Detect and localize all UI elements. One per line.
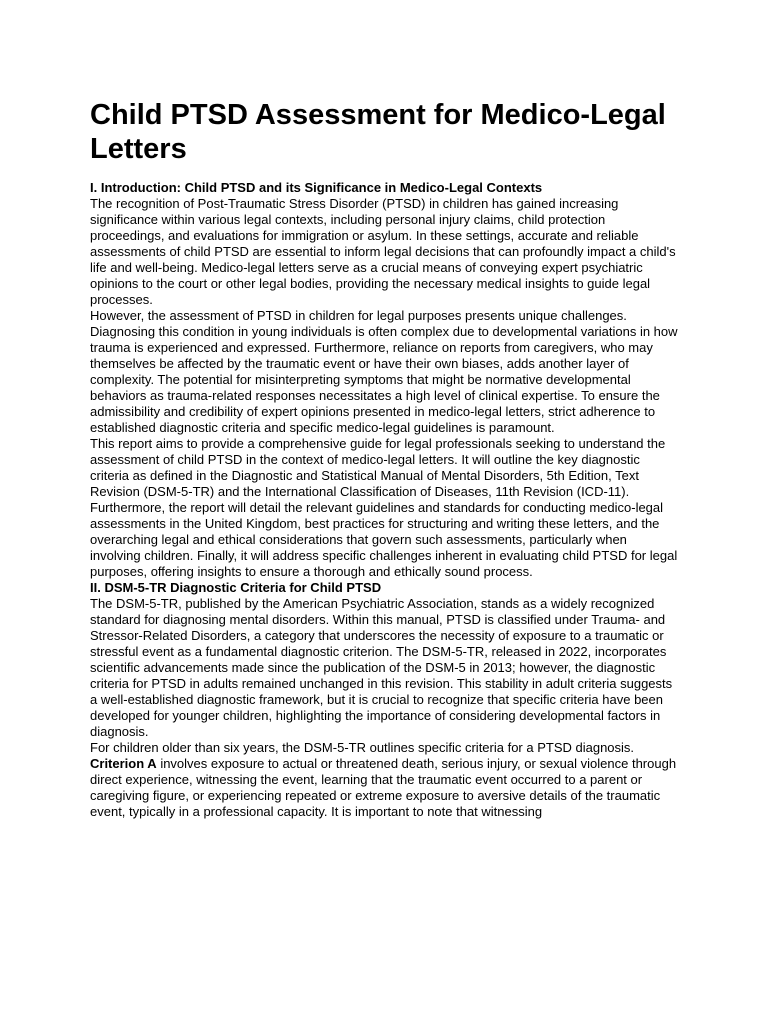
paragraph: This report aims to provide a comprehensive guide for legal professionals seeking to understand the assessment of child PTSD in the context of medico-legal letters. It will outline the key diagnostic criteria as defined in the Diagnostic and Statistical Manual of Mental Disorders, 5th Edition, Text Revision (DSM-5-TR) and the International Classification of Diseases, 11th Revision (ICD-11). Furthermore, the report will detail the relevant guidelines and standards for conducting medico-legal assessments in the United Kingdom, best practices for structuring and writing these letters, and the overarching legal and ethical considerations that govern such assessments, particularly when involving children. Finally, it will address specific challenges inherent in evaluating child PTSD for legal purposes, offering insights to ensure a thorough and ethically sound process. [90, 436, 678, 579]
section-heading-dsm5tr: II. DSM-5-TR Diagnostic Criteria for Child PTSD [90, 580, 382, 595]
criterion-label: Criterion A [90, 756, 157, 771]
paragraph: However, the assessment of PTSD in children for legal purposes presents unique challenges. Diagnosing this condition in young individuals is often complex due to developmental variations in how trauma is experienced and expressed. Furthermore, reliance on reports from caregivers, who may themselves be affected by the traumatic event or have their own biases, adds another layer of complexity. The potential for misinterpreting symptoms that might be normative developmental behaviors as trauma-related responses necessitates a high level of clinical expertise. To ensure the admissibility and credibility of expert opinions presented in medico-legal letters, strict adherence to established diagnostic criteria and specific medico-legal guidelines is paramount. [90, 308, 678, 435]
paragraph: The recognition of Post-Traumatic Stress Disorder (PTSD) in children has gained increasing significance within various legal contexts, including personal injury claims, child protection proceedings, and evaluations for immigration or asylum. In these settings, accurate and reliable assessments of child PTSD are essential to inform legal decisions that can profoundly impact a child's life and well-being. Medico-legal letters serve as a crucial means of conveying expert psychiatric opinions to the court or other legal bodies, providing the necessary medical insights to guide legal processes. [90, 196, 676, 307]
criterion-text: involves exposure to actual or threatened death, serious injury, or sexual violence through direct experience, witnessing the event, learning that the traumatic event occurred to a parent or caregiving figure, or experiencing repeated or extreme exposure to aversive details of the traumatic event, typically in a professional capacity. It is important to note that witnessing [90, 756, 677, 819]
document-page [90, 98, 678, 820]
criterion-paragraph [90, 756, 678, 820]
paragraph: For children older than six years, the DSM-5-TR outlines specific criteria for a PTSD diagnosis. [90, 740, 635, 755]
document-title: Child PTSD Assessment for Medico-Legal Letters [90, 99, 666, 165]
paragraph: The DSM-5-TR, published by the American Psychiatric Association, stands as a widely recognized standard for diagnosing mental disorders. Within this manual, PTSD is classified under Trauma- and Stressor-Related Disorders, a category that underscores the necessity of exposure to a traumatic or stressful event as a fundamental diagnostic criterion. The DSM-5-TR, released in 2022, incorporates scientific advancements made since the publication of the DSM-5 in 2013; however, the diagnostic criteria for PTSD in adults remained unchanged in this revision. This stability in adult criteria suggests a well-established diagnostic framework, but it is crucial to recognize that specific criteria have been developed for younger children, highlighting the importance of considering developmental factors in diagnosis. [90, 596, 673, 739]
section-heading-introduction: I. Introduction: Child PTSD and its Significance in Medico-Legal Contexts [90, 180, 543, 195]
